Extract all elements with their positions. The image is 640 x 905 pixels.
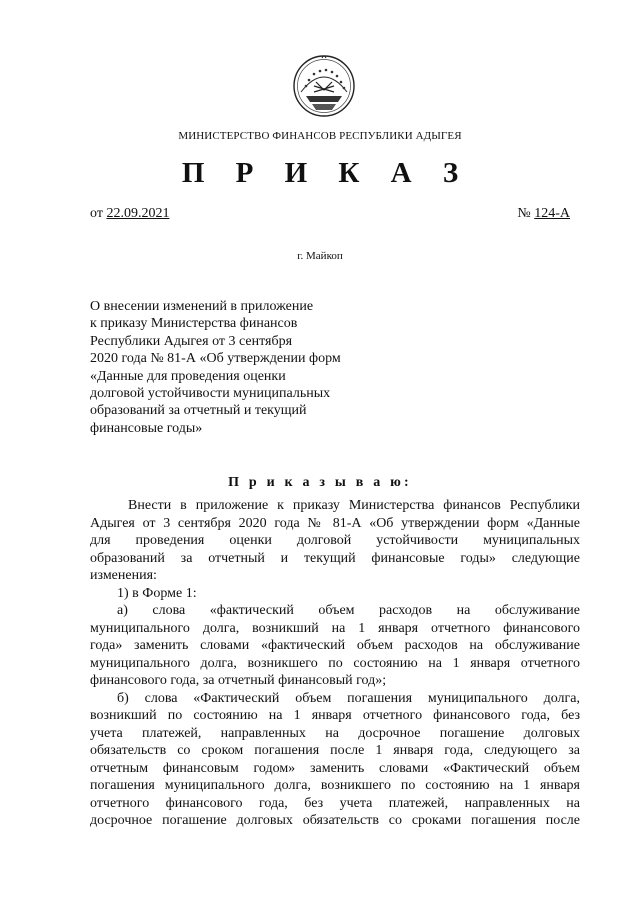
body-line: изменения: — [90, 568, 157, 583]
order-subject — [90, 298, 390, 437]
date-prefix: от — [90, 206, 103, 221]
subject-line: к приказу Министерства финансов — [90, 316, 298, 332]
body-line: возникший по состоянию на 1 января отчетного финансового года, без — [90, 708, 580, 723]
body-line: образований за отчетный и текущий финансовые годы» следующие — [90, 550, 580, 566]
body-line: 1) в Форме 1: — [117, 585, 197, 601]
body-line: обязательств со сроком погашения после 1 января года, следующего за — [90, 743, 580, 758]
order-number-row — [517, 206, 570, 222]
body-line: года» заменить словами «фактический объем расходов на обслуживание — [90, 638, 580, 653]
subject-line: 2020 года № 81-А «Об утверждении форм — [90, 351, 341, 367]
body-line: Внести в приложение к приказу Министерства финансов Республики — [128, 498, 580, 513]
body-line: муниципального долга, возникшего по состоянию на 1 января отчетного — [90, 655, 580, 671]
ministry-name: МИНИСТЕРСТВО ФИНАНСОВ РЕСПУБЛИКИ АДЫГЕЯ — [178, 130, 462, 142]
number-prefix: № — [517, 206, 531, 221]
subject-line: финансовые годы» — [90, 420, 203, 436]
body-line: отчетным финансовым годом» заменить словами «Фактический объем — [90, 760, 580, 776]
subject-line: «Данные для проведения оценки — [90, 368, 286, 384]
body-line: для проведения оценки долговой устойчивости муниципальных — [90, 533, 580, 548]
body-line: б) слова «Фактический объем погашения муниципального долга, — [117, 690, 580, 706]
subject-line: образований за отчетный и текущий — [90, 403, 307, 419]
order-number: 124-А — [534, 206, 570, 221]
body-line: отчетного финансового года, без учета платежей, направленных на — [90, 795, 580, 811]
document-title: П Р И К А З — [181, 157, 471, 189]
body-line: Адыгея от 3 сентября 2020 года № 81-А «Об утверждении форм «Данные — [90, 515, 580, 531]
order-date: 22.09.2021 — [106, 206, 170, 221]
body-line: учета платежей, направленных на досрочное погашение долговых — [90, 725, 580, 741]
order-body — [90, 497, 580, 830]
body-line: досрочное погашение долговых обязательств со сроками погашения после — [90, 813, 580, 828]
subject-line: долговой устойчивости муниципальных — [90, 386, 331, 402]
body-line: а) слова «фактический объем расходов на обслуживание — [117, 603, 580, 618]
body-line: погашения муниципального долга, возникшего по состоянию на 1 января — [90, 778, 580, 793]
order-date-row — [90, 206, 169, 222]
order-directive-heading: П р и к а з ы в а ю: — [228, 475, 412, 490]
city-name: г. Майкоп — [297, 250, 343, 262]
subject-line: О внесении изменений в приложение — [90, 299, 314, 314]
body-line: финансового года, за отчетный финансовый год»; — [90, 673, 387, 688]
coat-of-arms-icon — [292, 52, 356, 120]
subject-line: Республики Адыгея от 3 сентября — [90, 333, 293, 349]
body-line: муниципального долга, возникший на 1 января отчетного финансового — [90, 620, 580, 636]
